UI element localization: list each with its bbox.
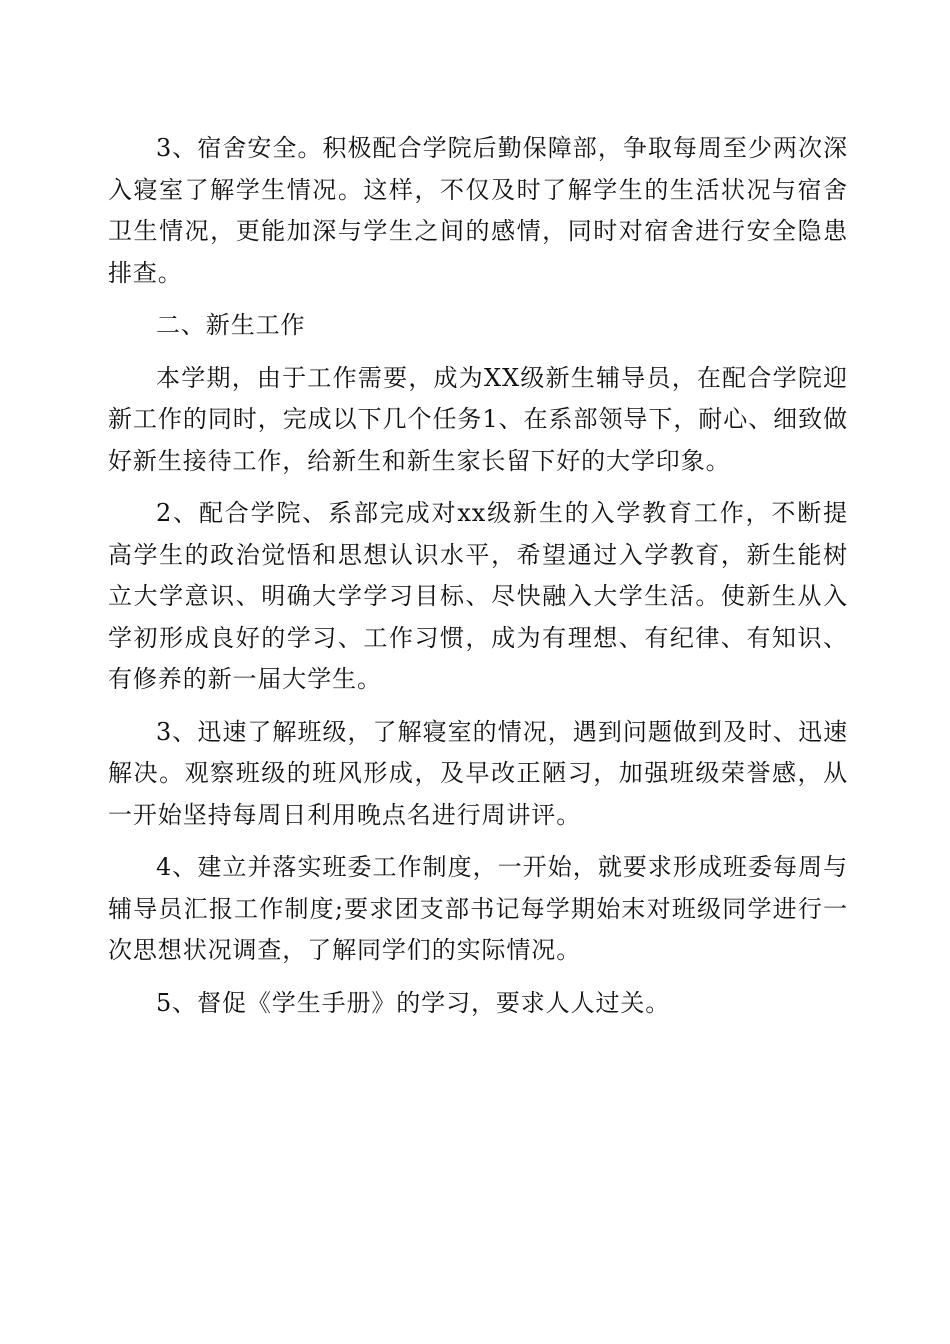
paragraph-freshman-counselor: 本学期，由于工作需要，成为XX级新生辅导员，在配合学院迎新工作的同时，完成以下几个任务1、在系部领导下，耐心、细致做好新生接待工作，给新生和新生家长留下好的大学印象。 xyxy=(108,363,848,475)
document-body xyxy=(108,128,848,1035)
paragraph-student-handbook: 5、督促《学生手册》的学习，要求人人过关。 xyxy=(156,988,671,1017)
paragraph-class-understanding: 3、迅速了解班级，了解寝室的情况，遇到问题做到及时、迅速解决。观察班级的班风形成，及早改正陋习，加强班级荣誉感，从一开始坚持每周日利用晚点名进行周讲评。 xyxy=(108,717,848,829)
paragraph-class-committee: 4、建立并落实班委工作制度，一开始，就要求形成班委每周与辅导员汇报工作制度;要求团支部书记每学期始末对班级同学进行一次思想状况调查，了解同学们的实际情况。 xyxy=(108,853,848,964)
section-heading-freshman-work: 二、新生工作 xyxy=(156,311,306,339)
paragraph-dormitory-safety: 3、宿舍安全。积极配合学院后勤保障部，争取每周至少两次深入寝室了解学生情况。这样，不仅及时了解学生的生活状况与宿舍卫生情况，更能加深与学生之间的感情，同时对宿舍进行安全隐患排查。 xyxy=(108,134,848,287)
paragraph-enrollment-education: 2、配合学院、系部完成对xx级新生的入学教育工作，不断提高学生的政治觉悟和思想认识水平，希望通过入学教育，新生能树立大学意识、明确大学学习目标、尽快融入大学生活。使新生从入学初形成良好的学习、工作习惯，成为有理想、有纪律、有知识、有修养的新一届大学生。 xyxy=(108,499,848,693)
